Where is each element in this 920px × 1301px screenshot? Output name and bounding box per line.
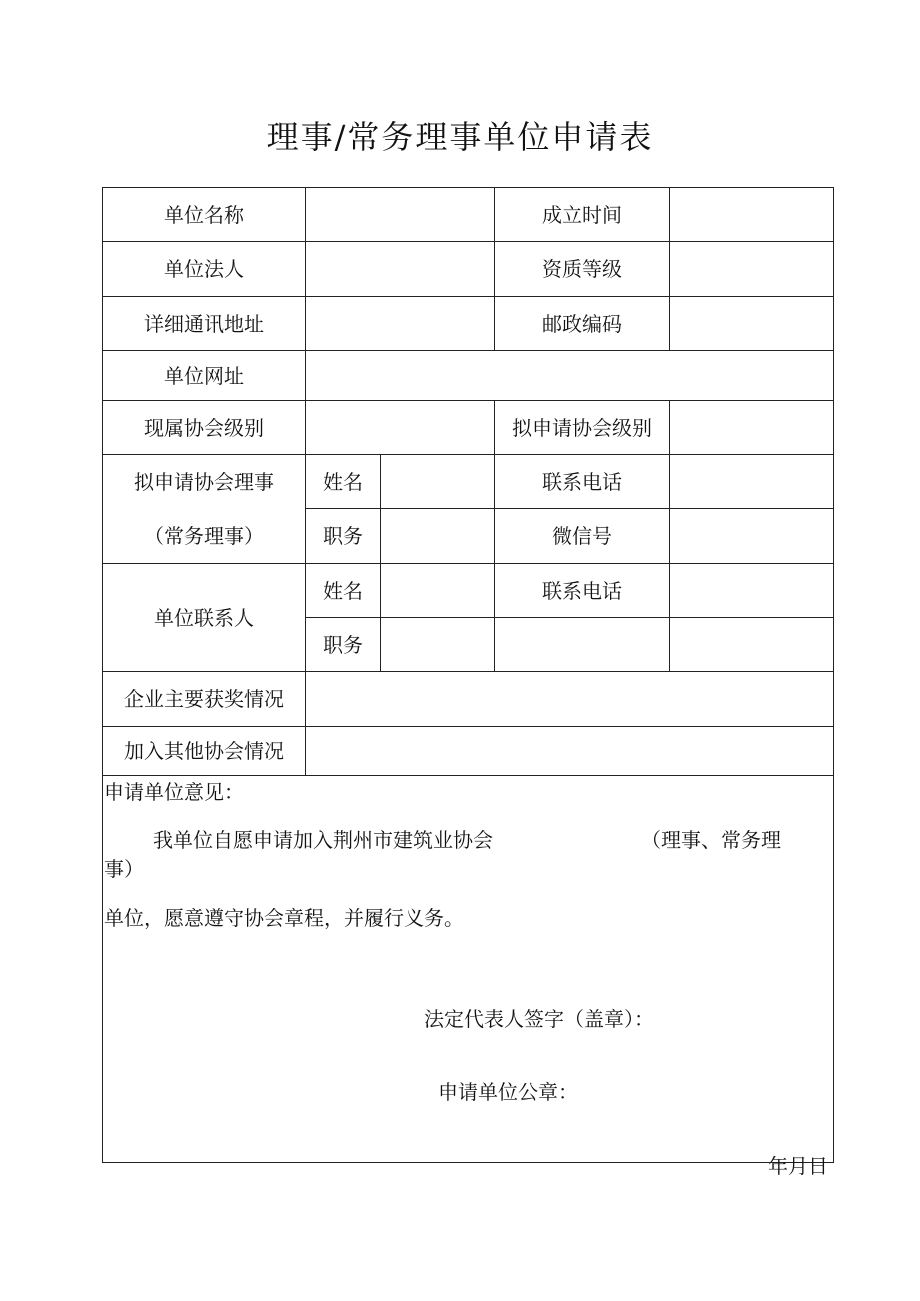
field-awards[interactable] [306,672,833,726]
label-awards: 企业主要获奖情况 [124,687,284,711]
field-qualification[interactable] [670,242,833,296]
label-contact-phone: 联系电话 [542,578,622,603]
field-postcode[interactable] [670,297,833,350]
field-director-position[interactable] [381,509,494,563]
label-current-level: 现属协会级别 [144,415,264,440]
label-legal-rep: 单位法人 [164,257,244,281]
label-established: 成立时间 [542,202,622,227]
label-director-phone: 联系电话 [542,469,622,494]
field-current-level[interactable] [306,401,494,454]
label-website: 单位网址 [164,363,244,388]
label-postcode: 邮政编码 [542,311,622,336]
opinion-line3: 单位，愿意遵守协会章程，并履行义务。 [104,906,464,930]
field-contact-position[interactable] [381,618,494,671]
field-contact-phone[interactable] [670,564,833,617]
label-unit-name: 单位名称 [164,202,244,227]
label-address: 详细通讯地址 [144,311,264,336]
opinion-line2: 事） [104,857,144,881]
field-contact-name[interactable] [381,564,494,617]
label-qualification: 资质等级 [542,257,622,281]
field-director-phone[interactable] [670,455,833,508]
label-director-line1: 拟申请协会理事 [134,470,274,494]
field-other-assoc[interactable] [306,727,833,775]
label-contact-name: 姓名 [323,578,363,603]
field-apply-level[interactable] [670,401,833,454]
field-contact-extra-1[interactable] [495,618,669,671]
field-legal-rep[interactable] [306,242,494,296]
label-director-name: 姓名 [323,469,363,494]
label-contact: 单位联系人 [154,605,254,630]
label-apply-level: 拟申请协会级别 [512,415,652,440]
opinion-line1-right: （理事、常务理 [641,828,781,852]
field-wechat[interactable] [670,509,833,563]
field-established[interactable] [670,188,833,241]
page-title: 理事/常务理事单位申请表 [266,118,654,156]
date-label: 年月日 [768,1154,828,1178]
signature-label: 法定代表人签字（盖章）： [424,1007,654,1031]
seal-label: 申请单位公章： [438,1080,578,1104]
label-other-assoc: 加入其他协会情况 [124,739,284,763]
label-wechat: 微信号 [552,524,612,548]
label-director-block [103,455,305,563]
field-website[interactable] [306,351,833,400]
field-director-name[interactable] [381,455,494,508]
opinion-line1: 我单位自愿申请加入荆州市建筑业协会 [153,828,493,852]
label-director-line2: （常务理事） [144,524,264,548]
label-contact-position: 职务 [323,632,363,657]
label-director-position: 职务 [323,524,363,548]
field-address[interactable] [306,297,494,350]
opinion-heading: 申请单位意见： [104,780,244,804]
field-contact-extra-2[interactable] [670,618,833,671]
field-unit-name[interactable] [306,188,494,241]
